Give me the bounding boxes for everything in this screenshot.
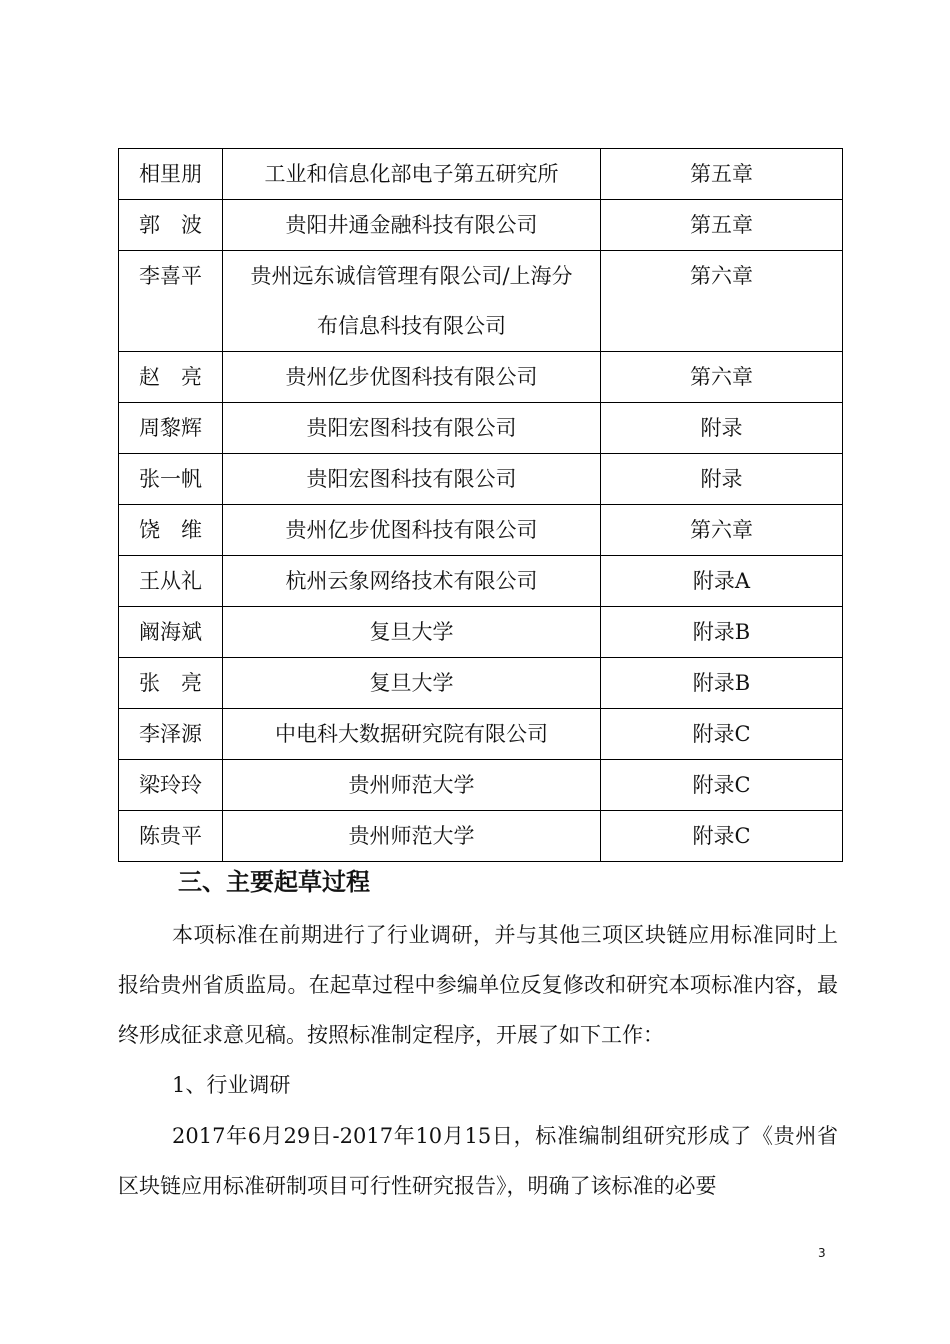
organization-cell: 贵州亿步优图科技有限公司 (223, 505, 601, 556)
page-number: 3 (818, 1246, 826, 1260)
organization-cell (223, 251, 601, 352)
chapter-cell: 附录C (601, 760, 843, 811)
table-row (119, 760, 843, 811)
body-paragraph: 本项标准在前期进行了行业调研，并与其他三项区块链应用标准同时上报给贵州省质监局。在起草过程中参编单位反复修改和研究本项标准内容，最终形成征求意见稿。按照标准制定程序，开展了如下工作： (118, 923, 838, 1047)
organization-cell: 中电科大数据研究院有限公司 (223, 709, 601, 760)
table-row (119, 200, 843, 251)
chapter-cell: 第五章 (601, 149, 843, 200)
name-cell: 陈贵平 (119, 811, 223, 862)
chapter-cell: 第六章 (601, 505, 843, 556)
organization-cell: 复旦大学 (223, 658, 601, 709)
name-cell: 王从礼 (119, 556, 223, 607)
organization-cell: 贵阳宏图科技有限公司 (223, 403, 601, 454)
table-row (119, 251, 843, 352)
chapter-cell: 附录C (601, 811, 843, 862)
name-cell: 李泽源 (119, 709, 223, 760)
organization-cell: 工业和信息化部电子第五研究所 (223, 149, 601, 200)
chapter-cell: 第六章 (601, 352, 843, 403)
chapter-cell: 附录 (601, 454, 843, 505)
table-row (119, 658, 843, 709)
table-row (119, 454, 843, 505)
table-row (119, 352, 843, 403)
chapter-cell: 附录C (601, 709, 843, 760)
name-cell: 张 亮 (119, 658, 223, 709)
name-cell: 李喜平 (119, 251, 223, 352)
table-row (119, 607, 843, 658)
name-cell: 饶 维 (119, 505, 223, 556)
section-heading: 三、主要起草过程 (178, 868, 370, 896)
name-cell: 梁玲玲 (119, 760, 223, 811)
name-cell: 张一帆 (119, 454, 223, 505)
body-paragraph: 2017年6月29日-2017年10月15日，标准编制组研究形成了《贵州省区块链应用标准研制项目可行性研究报告》，明确了该标准的必要 (118, 1124, 838, 1198)
organization-line: 布信息科技有限公司 (317, 314, 506, 338)
chapter-cell: 附录A (601, 556, 843, 607)
table-row (119, 149, 843, 200)
table-row (119, 709, 843, 760)
contributors-table (118, 148, 843, 862)
organization-cell: 贵阳井通金融科技有限公司 (223, 200, 601, 251)
organization-cell: 复旦大学 (223, 607, 601, 658)
organization-cell: 贵州亿步优图科技有限公司 (223, 352, 601, 403)
name-cell: 周黎辉 (119, 403, 223, 454)
table-row (119, 811, 843, 862)
organization-cell: 贵州师范大学 (223, 811, 601, 862)
name-cell: 相里朋 (119, 149, 223, 200)
chapter-cell: 第六章 (601, 251, 843, 352)
organization-line: 贵州远东诚信管理有限公司/上海分 (250, 264, 573, 288)
organization-cell: 贵阳宏图科技有限公司 (223, 454, 601, 505)
name-cell: 郭 波 (119, 200, 223, 251)
chapter-cell: 附录 (601, 403, 843, 454)
chapter-cell: 第五章 (601, 200, 843, 251)
chapter-cell: 附录B (601, 607, 843, 658)
subheading: 1、行业调研 (172, 1073, 291, 1097)
name-cell: 阚海斌 (119, 607, 223, 658)
table-row (119, 556, 843, 607)
organization-cell: 贵州师范大学 (223, 760, 601, 811)
organization-cell: 杭州云象网络技术有限公司 (223, 556, 601, 607)
chapter-cell: 附录B (601, 658, 843, 709)
table-row (119, 505, 843, 556)
name-cell: 赵 亮 (119, 352, 223, 403)
table-row (119, 403, 843, 454)
